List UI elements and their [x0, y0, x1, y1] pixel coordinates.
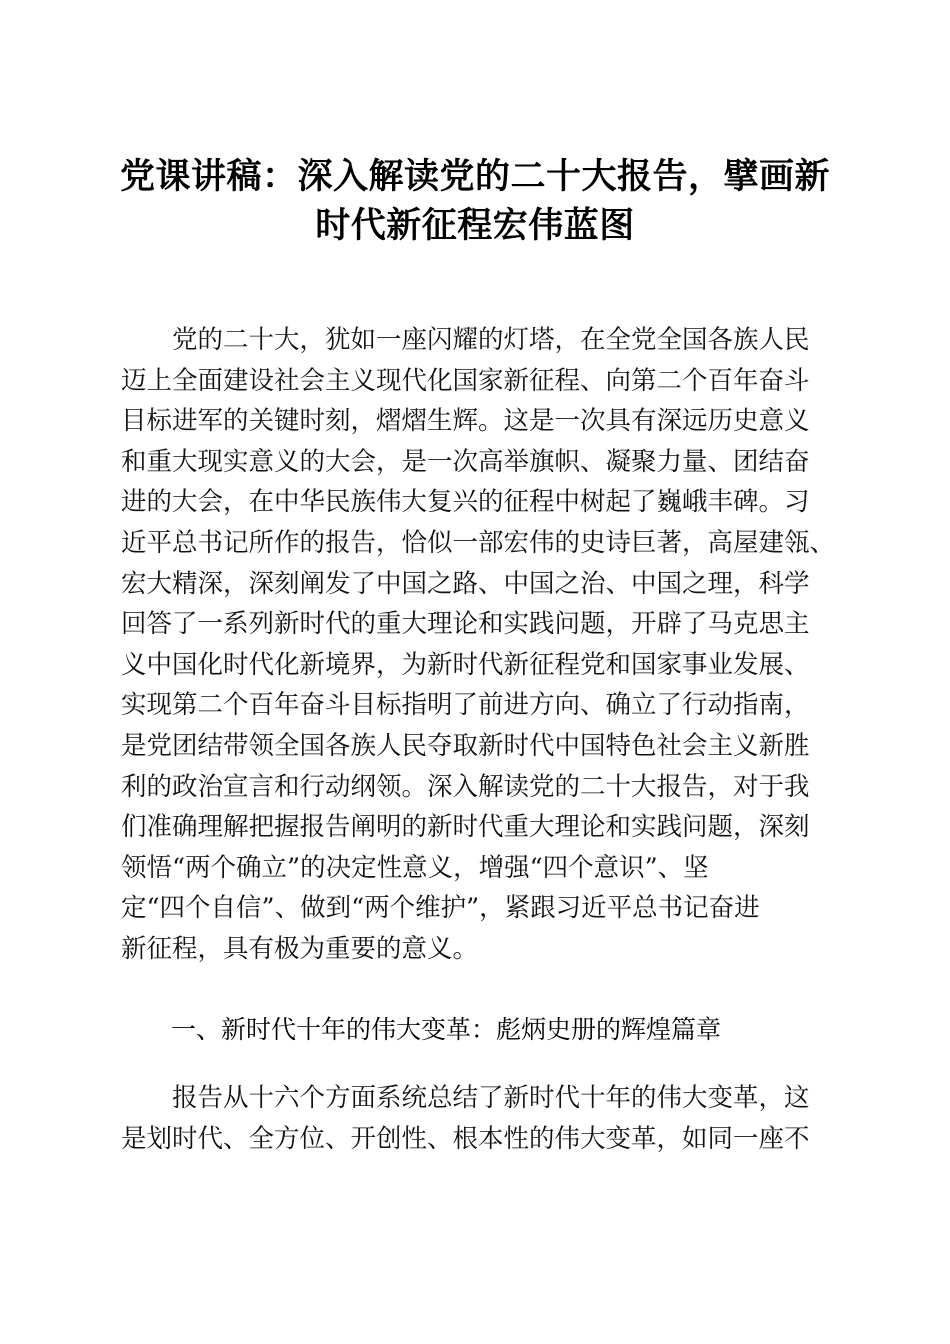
paragraph-line: 利的政治宣言和行动纲领。深入解读党的二十大报告，对于我 — [121, 771, 810, 802]
title-line: 党课讲稿：深入解读党的二十大报告，擘画新 — [119, 156, 830, 197]
paragraph-line: 报告从十六个方面系统总结了新时代十年的伟大变革，这 — [121, 1083, 810, 1113]
paragraph-line: 是划时代、全方位、开创性、根本性的伟大变革，如同一座不 — [121, 1123, 810, 1154]
paragraph-line: 党的二十大，犹如一座闪耀的灯塔，在全党全国各族人民 — [121, 325, 810, 355]
paragraph-line: 新征程，具有极为重要的意义。 — [121, 933, 479, 964]
title-line: 时代新征程宏伟蓝图 — [315, 205, 635, 246]
paragraph-line: 迈上全面建设社会主义现代化国家新征程、向第二个百年奋斗 — [121, 365, 810, 396]
paragraph-line: 义中国化时代化新境界，为新时代新征程党和国家事业发展、 — [121, 649, 810, 680]
document-title — [100, 152, 850, 250]
paragraph-intro — [121, 320, 836, 970]
paragraph-line: 和重大现实意义的大会，是一次高举旗帜、凝聚力量、团结奋 — [121, 446, 810, 477]
paragraph-line: 实现第二个百年奋斗目标指明了前进方向、确立了行动指南， — [121, 690, 810, 721]
paragraph-line: 进的大会，在中华民族伟大复兴的征程中树起了巍峨丰碑。习 — [121, 487, 810, 518]
paragraph-line: 回答了一系列新时代的重大理论和实践问题，开辟了马克思主 — [121, 609, 810, 640]
paragraph-line: 是党团结带领全国各族人民夺取新时代中国特色社会主义新胜 — [121, 730, 810, 761]
paragraph-line: 宏大精深，深刻阐发了中国之路、中国之治、中国之理，科学 — [121, 568, 810, 599]
paragraph-section-1 — [121, 1078, 826, 1159]
paragraph-line: 近平总书记所作的报告，恰似一部宏伟的史诗巨著，高屋建瓴、 — [121, 527, 836, 558]
paragraph-line: 定“四个自信”、做到“两个维护”，紧跟习近平总书记奋进 — [121, 893, 760, 924]
paragraph-line: 领悟“两个确立”的决定性意义，增强“四个意识”、坚 — [121, 852, 709, 883]
paragraph-line: 目标进军的关键时刻，熠熠生辉。这是一次具有深远历史意义 — [121, 406, 810, 437]
section-heading-1: 一、新时代十年的伟大变革：彪炳史册的辉煌篇章 — [171, 1015, 722, 1044]
paragraph-line: 们准确理解把握报告阐明的新时代重大理论和实践问题，深刻 — [121, 812, 810, 843]
